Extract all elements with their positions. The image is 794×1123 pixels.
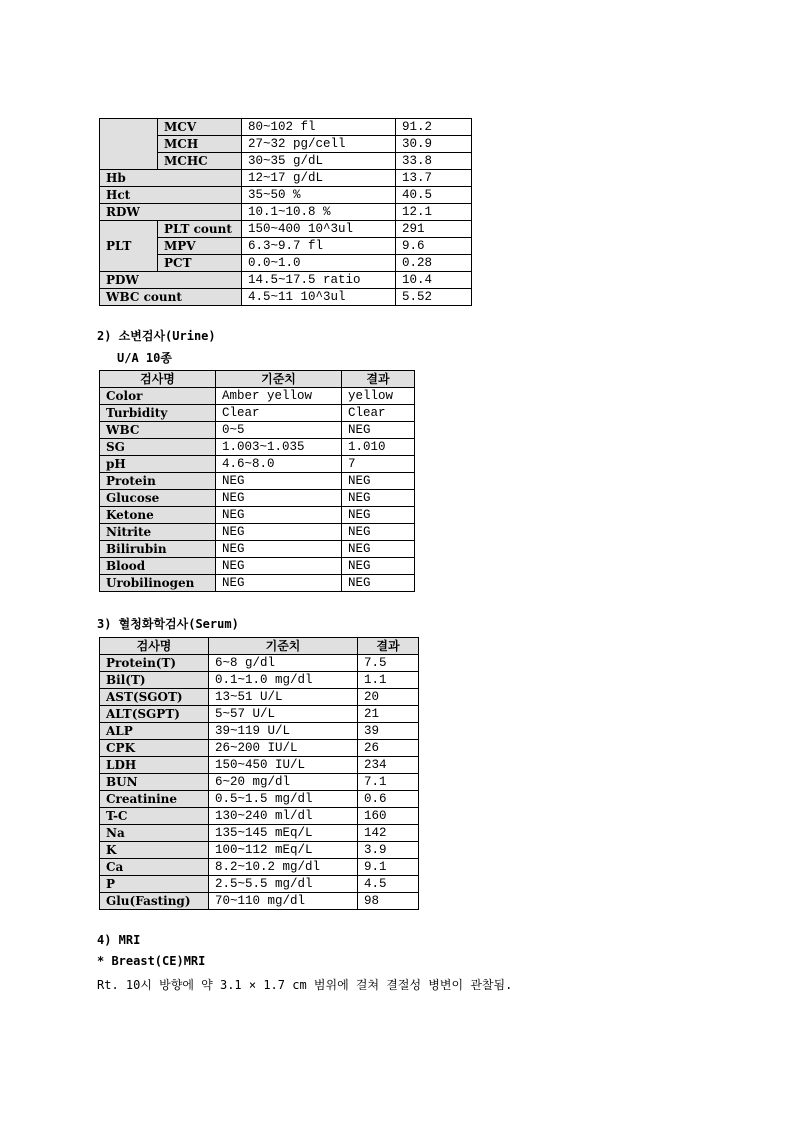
urine-test-name: Urobilinogen (100, 575, 216, 592)
serum-row (100, 672, 419, 689)
serum-reference: 150~450 IU/L (209, 757, 358, 774)
urine-test-name: Ketone (100, 507, 216, 524)
serum-row (100, 825, 419, 842)
urine-row (100, 439, 415, 456)
serum-test-name: K (100, 842, 209, 859)
urine-row (100, 422, 415, 439)
serum-reference: 26~200 IU/L (209, 740, 358, 757)
cbc-reference: 80~102 fl (242, 119, 396, 136)
cbc-test-name: PDW (100, 272, 242, 289)
urine-reference: NEG (216, 541, 342, 558)
serum-result: 98 (358, 893, 419, 910)
cbc-row (100, 119, 472, 136)
cbc-test-name: MCV (158, 119, 242, 136)
serum-row (100, 859, 419, 876)
serum-reference: 5~57 U/L (209, 706, 358, 723)
serum-reference: 13~51 U/L (209, 689, 358, 706)
serum-test-name: AST(SGOT) (100, 689, 209, 706)
cbc-reference: 4.5~11 10^3ul (242, 289, 396, 306)
serum-row (100, 655, 419, 672)
serum-reference: 0.1~1.0 mg/dl (209, 672, 358, 689)
serum-row (100, 791, 419, 808)
cbc-test-name: PCT (158, 255, 242, 272)
serum-test-name: Bil(T) (100, 672, 209, 689)
urine-result: NEG (342, 490, 415, 507)
cbc-result: 10.4 (396, 272, 472, 289)
serum-row (100, 706, 419, 723)
serum-reference: 39~119 U/L (209, 723, 358, 740)
mri-subheading: * Breast(CE)MRI (97, 954, 206, 968)
serum-row (100, 689, 419, 706)
serum-row (100, 893, 419, 910)
cbc-result: 291 (396, 221, 472, 238)
serum-result: 26 (358, 740, 419, 757)
urine-row (100, 575, 415, 592)
cbc-test-name: MCH (158, 136, 242, 153)
cbc-row (100, 187, 472, 204)
urine-test-name: WBC (100, 422, 216, 439)
cbc-test-name: Hb (100, 170, 242, 187)
serum-header-ref: 기준치 (209, 638, 358, 655)
serum-test-name: ALP (100, 723, 209, 740)
serum-reference: 0.5~1.5 mg/dl (209, 791, 358, 808)
serum-test-name: T-C (100, 808, 209, 825)
urine-row (100, 541, 415, 558)
serum-result: 160 (358, 808, 419, 825)
cbc-table (99, 118, 472, 306)
urine-row (100, 405, 415, 422)
urine-result: Clear (342, 405, 415, 422)
serum-row (100, 757, 419, 774)
serum-row (100, 842, 419, 859)
cbc-group-cell (100, 119, 158, 170)
cbc-test-name: PLT count (158, 221, 242, 238)
serum-reference: 130~240 ml/dl (209, 808, 358, 825)
serum-reference: 6~8 g/dl (209, 655, 358, 672)
urine-reference: NEG (216, 524, 342, 541)
serum-test-name: ALT(SGPT) (100, 706, 209, 723)
serum-result: 3.9 (358, 842, 419, 859)
serum-table (99, 637, 419, 910)
urine-subheading: U/A 10종 (117, 351, 172, 365)
urine-reference: Clear (216, 405, 342, 422)
urine-table (99, 370, 415, 592)
serum-header-row (100, 638, 419, 655)
serum-test-name: Protein(T) (100, 655, 209, 672)
serum-reference: 135~145 mEq/L (209, 825, 358, 842)
cbc-result: 30.9 (396, 136, 472, 153)
cbc-result: 13.7 (396, 170, 472, 187)
cbc-result: 9.6 (396, 238, 472, 255)
serum-result: 9.1 (358, 859, 419, 876)
urine-reference: NEG (216, 575, 342, 592)
urine-header-test: 검사명 (100, 371, 216, 388)
cbc-group-plt: PLT (100, 221, 158, 272)
urine-test-name: Glucose (100, 490, 216, 507)
cbc-test-name: Hct (100, 187, 242, 204)
serum-reference: 8.2~10.2 mg/dl (209, 859, 358, 876)
cbc-test-name: WBC count (100, 289, 242, 306)
urine-reference: NEG (216, 490, 342, 507)
cbc-result: 0.28 (396, 255, 472, 272)
urine-test-name: Turbidity (100, 405, 216, 422)
mri-finding: Rt. 10시 방향에 약 3.1 × 1.7 cm 범위에 걸쳐 결절성 병변이 관찰됨. (97, 978, 513, 992)
urine-row (100, 388, 415, 405)
urine-header-result: 결과 (342, 371, 415, 388)
urine-test-name: Color (100, 388, 216, 405)
urine-test-name: pH (100, 456, 216, 473)
serum-result: 1.1 (358, 672, 419, 689)
serum-row (100, 774, 419, 791)
urine-heading: 2) 소변검사(Urine) (97, 329, 216, 343)
urine-reference: Amber yellow (216, 388, 342, 405)
urine-test-name: Protein (100, 473, 216, 490)
serum-result: 7.5 (358, 655, 419, 672)
urine-result: NEG (342, 422, 415, 439)
cbc-test-name: RDW (100, 204, 242, 221)
urine-result: NEG (342, 558, 415, 575)
urine-row (100, 456, 415, 473)
serum-row (100, 740, 419, 757)
cbc-result: 12.1 (396, 204, 472, 221)
serum-test-name: LDH (100, 757, 209, 774)
serum-heading: 3) 혈청화학검사(Serum) (97, 617, 239, 631)
serum-reference: 100~112 mEq/L (209, 842, 358, 859)
urine-reference: NEG (216, 507, 342, 524)
serum-reference: 70~110 mg/dl (209, 893, 358, 910)
serum-result: 20 (358, 689, 419, 706)
serum-result: 0.6 (358, 791, 419, 808)
urine-result: NEG (342, 541, 415, 558)
cbc-reference: 35~50 % (242, 187, 396, 204)
urine-row (100, 490, 415, 507)
serum-test-name: Creatinine (100, 791, 209, 808)
cbc-reference: 27~32 pg/cell (242, 136, 396, 153)
urine-reference: 1.003~1.035 (216, 439, 342, 456)
urine-result: 1.010 (342, 439, 415, 456)
cbc-reference: 150~400 10^3ul (242, 221, 396, 238)
urine-test-name: Nitrite (100, 524, 216, 541)
urine-row (100, 473, 415, 490)
urine-header-ref: 기준치 (216, 371, 342, 388)
cbc-reference: 14.5~17.5 ratio (242, 272, 396, 289)
cbc-result: 91.2 (396, 119, 472, 136)
urine-result: 7 (342, 456, 415, 473)
cbc-row (100, 289, 472, 306)
cbc-result: 33.8 (396, 153, 472, 170)
serum-row (100, 808, 419, 825)
serum-reference: 2.5~5.5 mg/dl (209, 876, 358, 893)
serum-test-name: Na (100, 825, 209, 842)
urine-test-name: Bilirubin (100, 541, 216, 558)
cbc-test-name: MCHC (158, 153, 242, 170)
urine-row (100, 507, 415, 524)
cbc-result: 40.5 (396, 187, 472, 204)
cbc-row (100, 170, 472, 187)
urine-result: NEG (342, 473, 415, 490)
serum-result: 4.5 (358, 876, 419, 893)
serum-test-name: P (100, 876, 209, 893)
cbc-row (100, 221, 472, 238)
mri-heading: 4) MRI (97, 933, 141, 947)
urine-reference: 0~5 (216, 422, 342, 439)
cbc-reference: 10.1~10.8 % (242, 204, 396, 221)
urine-test-name: Blood (100, 558, 216, 575)
serum-result: 21 (358, 706, 419, 723)
serum-header-result: 결과 (358, 638, 419, 655)
urine-reference: NEG (216, 558, 342, 575)
urine-reference: 4.6~8.0 (216, 456, 342, 473)
serum-header-test: 검사명 (100, 638, 209, 655)
cbc-result: 5.52 (396, 289, 472, 306)
urine-result: NEG (342, 524, 415, 541)
cbc-reference: 12~17 g/dL (242, 170, 396, 187)
urine-result: NEG (342, 575, 415, 592)
serum-test-name: Ca (100, 859, 209, 876)
urine-header-row (100, 371, 415, 388)
urine-row (100, 524, 415, 541)
cbc-row (100, 272, 472, 289)
serum-reference: 6~20 mg/dl (209, 774, 358, 791)
serum-result: 234 (358, 757, 419, 774)
cbc-reference: 6.3~9.7 fl (242, 238, 396, 255)
serum-test-name: BUN (100, 774, 209, 791)
serum-row (100, 723, 419, 740)
serum-result: 142 (358, 825, 419, 842)
urine-row (100, 558, 415, 575)
urine-result: yellow (342, 388, 415, 405)
cbc-reference: 0.0~1.0 (242, 255, 396, 272)
serum-test-name: Glu(Fasting) (100, 893, 209, 910)
serum-test-name: CPK (100, 740, 209, 757)
serum-result: 39 (358, 723, 419, 740)
urine-reference: NEG (216, 473, 342, 490)
cbc-test-name: MPV (158, 238, 242, 255)
serum-row (100, 876, 419, 893)
urine-test-name: SG (100, 439, 216, 456)
cbc-reference: 30~35 g/dL (242, 153, 396, 170)
urine-result: NEG (342, 507, 415, 524)
serum-result: 7.1 (358, 774, 419, 791)
cbc-row (100, 204, 472, 221)
